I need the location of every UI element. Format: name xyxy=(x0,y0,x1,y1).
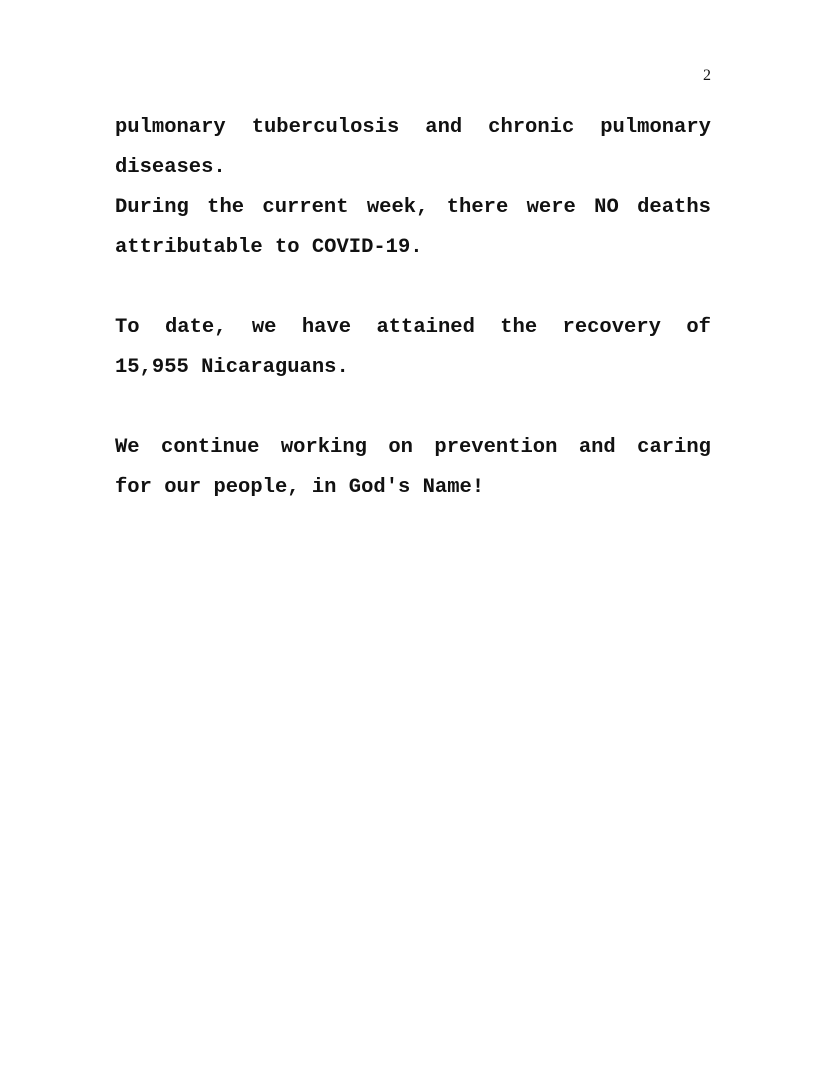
paragraph-deaths xyxy=(115,188,711,268)
word: of xyxy=(686,316,711,339)
word: there xyxy=(446,196,509,219)
word: deaths xyxy=(637,196,711,219)
word: on xyxy=(388,436,413,459)
word: pulmonary xyxy=(600,116,711,139)
page-number: 2 xyxy=(703,67,711,84)
word: God's xyxy=(348,476,411,499)
word: attained xyxy=(376,316,475,339)
word: our xyxy=(164,476,202,499)
word: Nicaraguans. xyxy=(201,356,349,379)
paragraph-recovery xyxy=(115,308,711,388)
word: we xyxy=(251,316,277,339)
word: COVID-19. xyxy=(311,236,423,259)
word: During xyxy=(115,196,189,219)
word: working xyxy=(280,436,367,459)
text-line xyxy=(115,148,711,188)
word: To xyxy=(115,316,140,339)
word: NO xyxy=(594,196,619,219)
word: attributable xyxy=(115,236,263,259)
text-line xyxy=(115,228,711,268)
paragraph-spacer xyxy=(115,388,711,428)
word: 15,955 xyxy=(115,356,189,379)
word: current xyxy=(262,196,349,219)
word: have xyxy=(301,316,352,339)
word: Name! xyxy=(422,476,485,499)
word: people, xyxy=(213,476,300,499)
word: recovery xyxy=(562,316,661,339)
text-line xyxy=(115,468,711,508)
word: caring xyxy=(637,436,711,459)
word: We xyxy=(115,436,140,459)
word: and xyxy=(578,436,616,459)
text-line xyxy=(115,428,711,468)
word: pulmonary xyxy=(115,116,226,139)
paragraph-tuberculosis xyxy=(115,108,711,188)
word: chronic xyxy=(488,116,575,139)
text-line xyxy=(115,188,711,228)
paragraph-closing xyxy=(115,428,711,508)
word: week, xyxy=(366,196,429,219)
word: for xyxy=(115,476,152,499)
word: the xyxy=(500,316,538,339)
word: the xyxy=(207,196,245,219)
body-text xyxy=(115,108,711,508)
word: prevention xyxy=(434,436,558,459)
word: date, xyxy=(164,316,227,339)
text-line xyxy=(115,308,711,348)
text-line xyxy=(115,108,711,148)
word: continue xyxy=(161,436,260,459)
word: diseases. xyxy=(115,156,226,179)
word: to xyxy=(274,236,300,259)
paragraph-spacer xyxy=(115,268,711,308)
word: were xyxy=(526,196,576,219)
word: in xyxy=(311,476,337,499)
word: and xyxy=(425,116,463,139)
text-line xyxy=(115,348,711,388)
word: tuberculosis xyxy=(251,116,400,139)
